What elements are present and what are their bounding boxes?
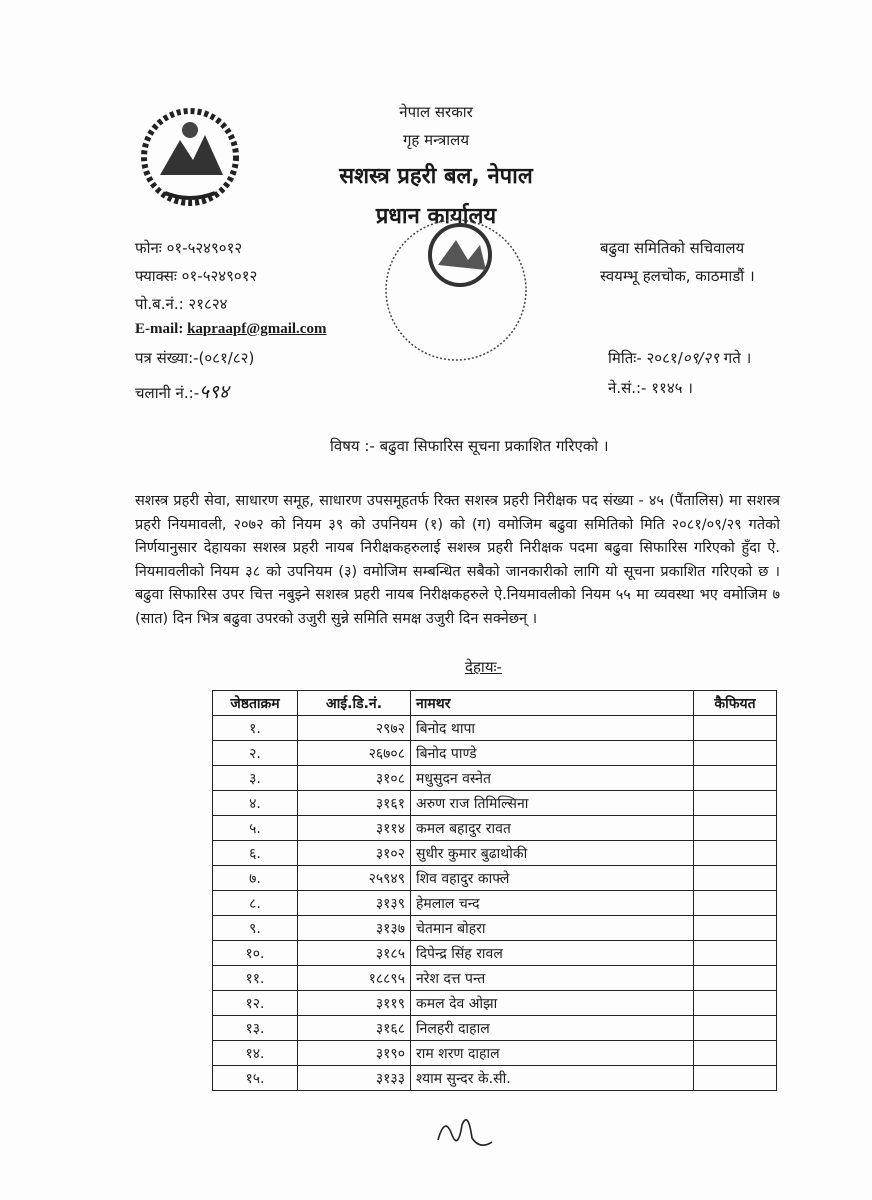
header-remarks: कैफियत [694, 691, 777, 716]
cell-id: ३११९ [298, 991, 411, 1016]
cell-name: हेमलाल चन्द [411, 891, 694, 916]
cell-name: मधुसुदन वस्नेत [411, 766, 694, 791]
cell-name: चेतमान बोहरा [411, 916, 694, 941]
cell-id: ३१८५ [298, 941, 411, 966]
dispatch-value: ५९४ [199, 381, 229, 403]
cell-remarks [694, 741, 777, 766]
table-row [213, 916, 777, 941]
subject-line: विषय :- बढुवा सिफारिस सूचना प्रकाशित गरिएको । [330, 437, 609, 455]
cell-remarks [694, 916, 777, 941]
promotion-table [212, 690, 777, 1091]
email-label: E-mail: [135, 321, 188, 337]
cell-seniority: १२. [213, 991, 298, 1016]
cell-remarks [694, 891, 777, 916]
cell-seniority: ८. [213, 891, 298, 916]
office-address: स्वयम्भू हलचोक, काठमाडौं । [600, 267, 755, 285]
cell-id: २५९४९ [298, 866, 411, 891]
letter-number: पत्र संख्या:-(०८१/८२) [135, 349, 255, 367]
table-row [213, 741, 777, 766]
cell-id: ३११४ [298, 816, 411, 841]
cell-id: १८८९५ [298, 966, 411, 991]
office-secretariat: बढुवा समितिको सचिवालय [600, 239, 745, 257]
cell-seniority: ९. [213, 916, 298, 941]
cell-remarks [694, 766, 777, 791]
cell-name: शिव वहादुर काफ्ले [411, 866, 694, 891]
cell-name: श्याम सुन्दर के.सी. [411, 1066, 694, 1091]
table-row [213, 766, 777, 791]
header-office: प्रधान कार्यालय [375, 204, 497, 229]
table-row [213, 791, 777, 816]
header-organization: सशस्त्र प्रहरी बल, नेपाल [339, 164, 533, 189]
cell-seniority: २. [213, 741, 298, 766]
table-row [213, 991, 777, 1016]
cell-remarks [694, 1016, 777, 1041]
cell-seniority: १४. [213, 1041, 298, 1066]
dehaya-label: देहायः- [465, 658, 502, 676]
cell-name: निलहरी दाहाल [411, 1016, 694, 1041]
cell-seniority: १. [213, 716, 298, 741]
cell-id: ३१३९ [298, 891, 411, 916]
cell-id: ३१०८ [298, 766, 411, 791]
cell-id: ३१३७ [298, 916, 411, 941]
table-row [213, 841, 777, 866]
cell-id: ३१०२ [298, 841, 411, 866]
cell-name: नरेश दत्त पन्त [411, 966, 694, 991]
cell-remarks [694, 816, 777, 841]
cell-id: ३१६८ [298, 1016, 411, 1041]
header-seniority: जेष्ठताक्रम [213, 691, 298, 716]
cell-remarks [694, 1041, 777, 1066]
cell-id: २९७२ [298, 716, 411, 741]
cell-remarks [694, 941, 777, 966]
table-row [213, 891, 777, 916]
cell-name: राम शरण दाहाल [411, 1041, 694, 1066]
cell-remarks [694, 1066, 777, 1091]
cell-remarks [694, 966, 777, 991]
cell-remarks [694, 791, 777, 816]
cell-name: कमल देव ओझा [411, 991, 694, 1016]
table-row [213, 1016, 777, 1041]
cell-name: कमल बहादुर रावत [411, 816, 694, 841]
cell-id: ३१९० [298, 1041, 411, 1066]
cell-name: सुधीर कुमार बुढाथोकी [411, 841, 694, 866]
cell-seniority: ६. [213, 841, 298, 866]
cell-seniority: ७. [213, 866, 298, 891]
table-row [213, 816, 777, 841]
table-row [213, 1066, 777, 1091]
notice-body: सशस्त्र प्रहरी सेवा, साधारण समूह, साधारण उपसमूहतर्फ रिक्त सशस्त्र प्रहरी निरीक्षक पद संख्या - ४५ (पैंतालिस) मा सशस्त्र प्रहरी नियमावली, २०७२ को नियम ३९ को उपनियम (१) को (ग) वमोजिम बढुवा समितिको मिति २०८१/०९/२९ गतेको निर्णयानुसार देहायका सशस्त्र प्रहरी नायब निरीक्षकहरुलाई सशस्त्र प्रहरी निरीक्षक पदमा बढुवा सिफारिस गरिएको हुँदा ऐ. नियमावलीको नियम ३८ को उपनियम (३) वमोजिम सम्बन्धित सबैको जानकारीको लागि यो सूचना प्रकाशित गरिएको छ । बढुवा सिफारिस उपर चित्त नबुझ्ने सशस्त्र प्रहरी नायब निरीक्षकहरुले ऐ.नियमावलीको नियम ५५ मा व्यवस्था भए वमोजिम ७ (सात) दिन भित्र बढुवा उपरको उजुरी सुन्ने समिति समक्ष उजुरी दिन सक्नेछन् । [135, 493, 780, 627]
cell-name: दिपेन्द्र सिंह रावल [411, 941, 694, 966]
signature [430, 1110, 500, 1155]
cell-name: अरुण राज तिमिल्सिना [411, 791, 694, 816]
email-row [135, 321, 326, 338]
cell-seniority: ४. [213, 791, 298, 816]
cell-name: बिनोद थापा [411, 716, 694, 741]
dispatch-number [135, 378, 229, 404]
cell-seniority: १०. [213, 941, 298, 966]
table-row [213, 1041, 777, 1066]
cell-name: बिनोद पाण्डे [411, 741, 694, 766]
header-id: आई.डि.नं. [298, 691, 411, 716]
date-suffix: गते । [719, 349, 752, 367]
cell-seniority: १३. [213, 1016, 298, 1041]
cell-id: ३१६१ [298, 791, 411, 816]
header-government: नेपाल सरकार [399, 103, 473, 121]
table-row [213, 941, 777, 966]
cell-id: ३१३३ [298, 1066, 411, 1091]
cell-remarks [694, 841, 777, 866]
header-name: नामथर [411, 691, 694, 716]
cell-seniority: १५. [213, 1066, 298, 1091]
dispatch-label: चलानी नं.:- [135, 384, 200, 402]
cell-seniority: ५. [213, 816, 298, 841]
cell-remarks [694, 716, 777, 741]
date-line [608, 348, 751, 368]
date-label: मितिः- २०८१/ [608, 349, 683, 367]
email-link[interactable]: kapraapf@gmail.com [187, 321, 327, 337]
table-row [213, 966, 777, 991]
table-row [213, 716, 777, 741]
phone-number: फोनः ०१-५२४९०१२ [135, 239, 243, 257]
office-stamp [368, 210, 543, 365]
header-ministry: गृह मन्त्रालय [402, 131, 470, 149]
po-box: पो.ब.नं.: २१८२४ [135, 295, 228, 313]
table-header-row [213, 691, 777, 716]
nepal-sambat: ने.सं.:- ११४५ । [608, 379, 693, 397]
cell-seniority: ३. [213, 766, 298, 791]
cell-remarks [694, 991, 777, 1016]
table-row [213, 866, 777, 891]
date-handwritten: ०९/२९ [682, 349, 720, 367]
cell-id: २६७०८ [298, 741, 411, 766]
cell-seniority: ११. [213, 966, 298, 991]
fax-number: फ्याक्सः ०१-५२४९०१२ [135, 267, 258, 285]
cell-remarks [694, 866, 777, 891]
